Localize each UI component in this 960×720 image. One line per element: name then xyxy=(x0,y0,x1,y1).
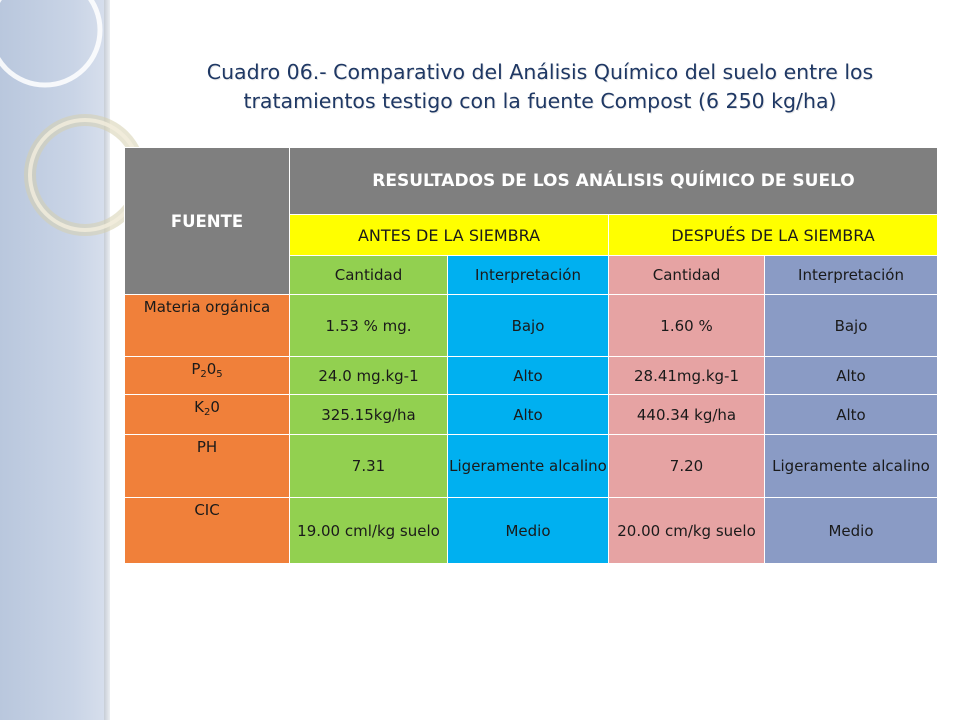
table-row xyxy=(125,498,938,564)
param-p-oxygen: 0 xyxy=(206,360,217,378)
cell-before-interpretation: Medio xyxy=(448,498,609,564)
header-fuente: FUENTE xyxy=(125,148,290,295)
row-param-ph: PH xyxy=(125,435,290,498)
row-param-k2o xyxy=(125,395,290,435)
cell-before-quantity: 24.0 mg.kg-1 xyxy=(290,357,448,395)
cell-after-interpretation: Medio xyxy=(765,498,938,564)
soil-analysis-table xyxy=(124,147,938,564)
row-param-organic-matter: Materia orgánica xyxy=(125,295,290,357)
cell-before-interpretation: Alto xyxy=(448,395,609,435)
table-row xyxy=(125,435,938,498)
cell-before-quantity: 19.00 cml/kg suelo xyxy=(290,498,448,564)
cell-after-quantity: 7.20 xyxy=(609,435,765,498)
subheader-after-quantity: Cantidad xyxy=(609,256,765,295)
param-p-subscript-2: 5 xyxy=(216,369,223,380)
param-p-subscript-1: 2 xyxy=(200,369,207,380)
decorative-ring-top xyxy=(0,0,100,85)
param-k-subscript: 2 xyxy=(203,407,211,418)
cell-after-interpretation: Ligeramente alcalino xyxy=(765,435,938,498)
title-line-2: tratamientos testigo con la fuente Compost (6 250 kg/ha) xyxy=(243,89,837,113)
title-line-1: Cuadro 06.- Comparativo del Análisis Químico del suelo entre los xyxy=(206,60,874,84)
param-k-oxygen: 0 xyxy=(210,398,220,416)
subheader-before-interpretation: Interpretación xyxy=(448,256,609,295)
cell-before-interpretation: Bajo xyxy=(448,295,609,357)
cell-before-interpretation: Ligeramente alcalino xyxy=(448,435,609,498)
header-after-sowing: DESPUÉS DE LA SIEMBRA xyxy=(609,215,938,256)
cell-after-interpretation: Alto xyxy=(765,395,938,435)
cell-before-quantity: 325.15kg/ha xyxy=(290,395,448,435)
param-p-symbol: P xyxy=(191,360,201,378)
cell-after-quantity: 440.34 kg/ha xyxy=(609,395,765,435)
param-k-symbol: K xyxy=(194,398,204,416)
cell-after-quantity: 1.60 % xyxy=(609,295,765,357)
header-results: RESULTADOS DE LOS ANÁLISIS QUÍMICO DE SUELO xyxy=(290,148,938,215)
page-title xyxy=(120,58,960,116)
cell-before-quantity: 1.53 % mg. xyxy=(290,295,448,357)
table-row xyxy=(125,395,938,435)
cell-after-quantity: 20.00 cm/kg suelo xyxy=(609,498,765,564)
row-param-cic: CIC xyxy=(125,498,290,564)
cell-before-quantity: 7.31 xyxy=(290,435,448,498)
row-param-p2o5 xyxy=(125,357,290,395)
cell-after-interpretation: Alto xyxy=(765,357,938,395)
cell-before-interpretation: Alto xyxy=(448,357,609,395)
header-before-sowing: ANTES DE LA SIEMBRA xyxy=(290,215,609,256)
table-row xyxy=(125,357,938,395)
subheader-after-interpretation: Interpretación xyxy=(765,256,938,295)
table-row xyxy=(125,295,938,357)
cell-after-interpretation: Bajo xyxy=(765,295,938,357)
subheader-before-quantity: Cantidad xyxy=(290,256,448,295)
cell-after-quantity: 28.41mg.kg-1 xyxy=(609,357,765,395)
